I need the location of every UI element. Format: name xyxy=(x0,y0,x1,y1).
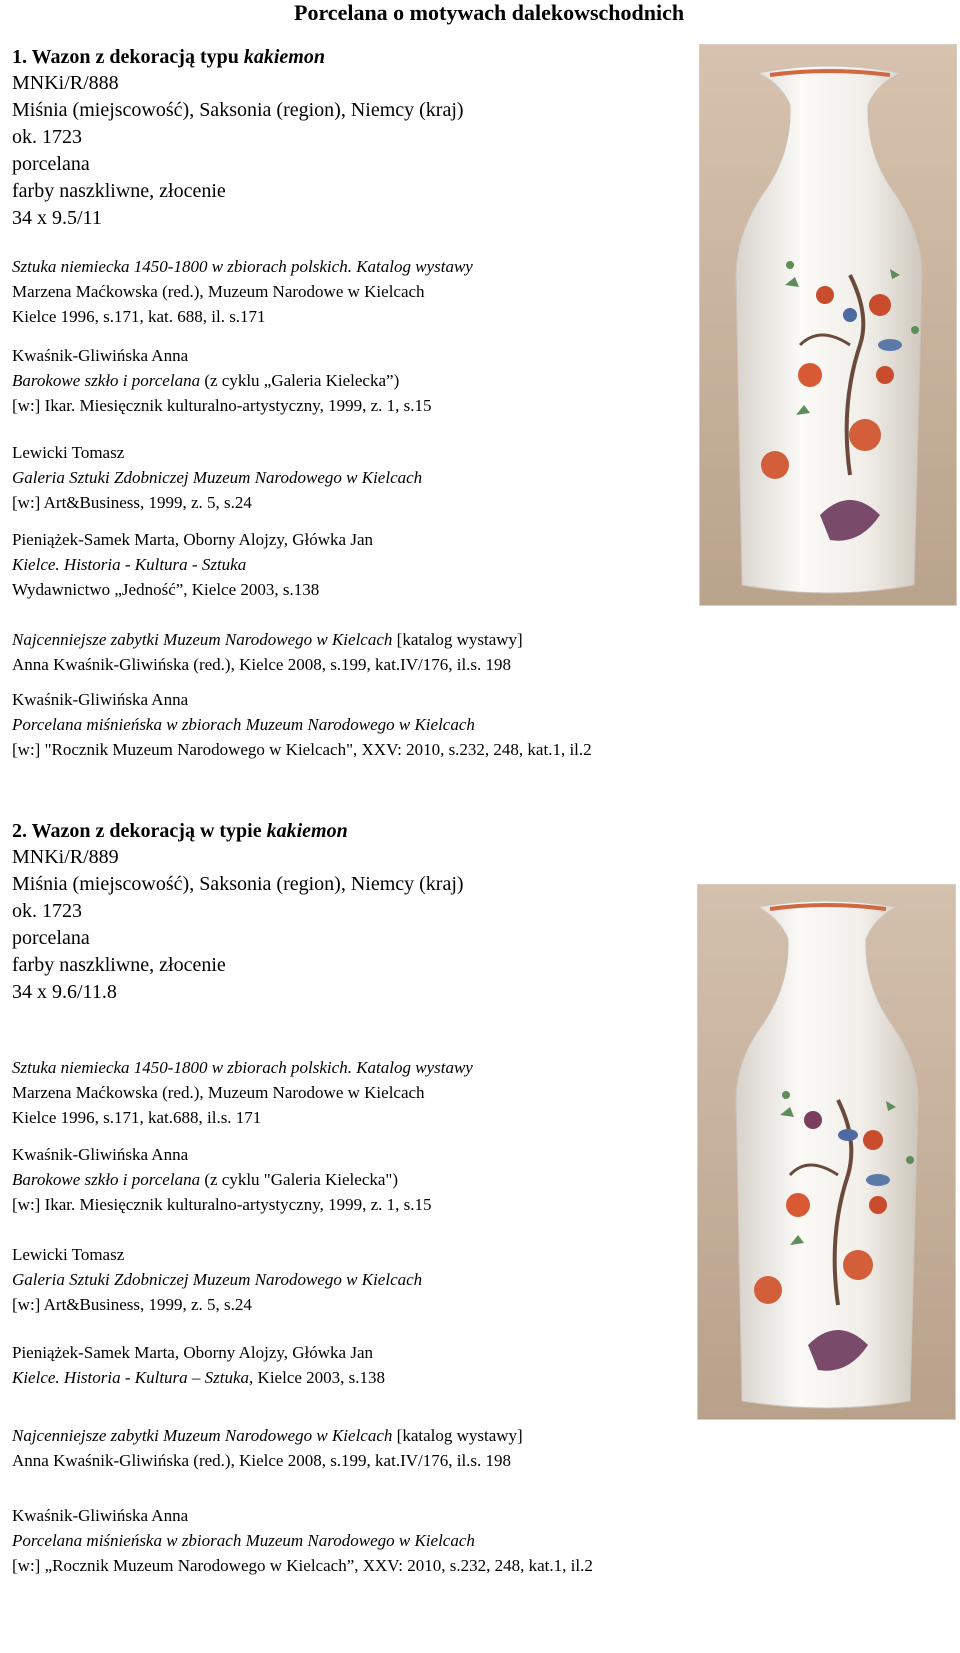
ref-type: [katalog wystawy] xyxy=(392,630,523,649)
entry2-ref-4 xyxy=(12,1340,385,1390)
ref-author: Kwaśnik-Gliwińska Anna xyxy=(12,690,189,709)
entry2-dimensions: 34 x 9.6/11.8 xyxy=(12,981,117,1003)
ref-title: Najcenniejsze zabytki Muzeum Narodowego w Kielcach xyxy=(12,1426,393,1445)
entry2-inventory: MNKi/R/889 xyxy=(12,846,119,868)
ref-title-line xyxy=(12,1365,385,1390)
ref-author: Pieniążek-Samek Marta, Oborny Alojzy, Główka Jan xyxy=(12,530,374,549)
vase-image-1 xyxy=(700,45,956,605)
entry1-ref-5 xyxy=(12,627,523,677)
ref-pages: Kielce 1996, s.171, kat.688, il.s. 171 xyxy=(12,1108,262,1127)
entry2-ref-5 xyxy=(12,1423,523,1473)
ref-title: Najcenniejsze zabytki Muzeum Narodowego w Kielcach xyxy=(12,630,393,649)
entry1-ref-3 xyxy=(12,440,422,515)
entry1-inventory: MNKi/R/888 xyxy=(12,72,119,94)
ref-series: (z cyklu „Galeria Kielecka”) xyxy=(200,371,400,390)
entry1-ref-1-bound xyxy=(12,254,473,279)
ref-title-line xyxy=(12,1423,523,1448)
page-title: Porcelana o motywach dalekowschodnich xyxy=(294,0,685,25)
ref-source: Kielce 2003, s.138 xyxy=(253,1368,386,1387)
entry2-technique: farby naszkliwne, złocenie xyxy=(12,954,226,976)
ref-source: [w:] Ikar. Miesięcznik kulturalno-artystyczny, 1999, z. 1, s.15 xyxy=(12,1195,432,1214)
ref-author: Lewicki Tomasz xyxy=(12,443,125,462)
entry2-material: porcelana xyxy=(12,927,90,949)
ref-type: [katalog wystawy] xyxy=(392,1426,523,1445)
vase-photo-2 xyxy=(697,884,956,1420)
ref-title: Barokowe szkło i porcelana xyxy=(12,1170,201,1189)
ref-source: [w:] Art&Business, 1999, z. 5, s.24 xyxy=(12,493,252,512)
ref-title: Sztuka niemiecka 1450-1800 w zbiorach polskich. Katalog wystawy xyxy=(12,1058,473,1077)
ref-title: Galeria Sztuki Zdobniczej Muzeum Narodowego w Kielcach xyxy=(12,1270,423,1289)
entry1-ref-1-rest xyxy=(12,279,425,329)
entry1-ref-4 xyxy=(12,527,373,602)
entry1-material: porcelana xyxy=(12,153,90,175)
ref-source: Anna Kwaśnik-Gliwińska (red.), Kielce 2008, s.199, kat.IV/176, il.s. 198 xyxy=(12,1451,512,1470)
entry2-meta xyxy=(12,844,464,1006)
ref-author: Lewicki Tomasz xyxy=(12,1245,125,1264)
ref-title: Sztuka niemiecka 1450-1800 w zbiorach polskich. Katalog wystawy xyxy=(12,257,473,276)
ref-source: Anna Kwaśnik-Gliwińska (red.), Kielce 2008, s.199, kat.IV/176, il.s. 198 xyxy=(12,655,512,674)
entry1-ref-6 xyxy=(12,687,592,762)
entry2-ref-1 xyxy=(12,1055,473,1130)
entry2-place: Miśnia (miejscowość), Saksonia (region), Niemcy (kraj) xyxy=(12,873,464,895)
entry2-heading-text: 2. Wazon z dekoracją w typie xyxy=(12,820,267,842)
ref-author: Kwaśnik-Gliwińska Anna xyxy=(12,1506,189,1525)
entry2-heading xyxy=(12,818,348,845)
ref-source: [w:] „Rocznik Muzeum Narodowego w Kielcach”, XXV: 2010, s.232, 248, kat.1, il.2 xyxy=(12,1556,593,1575)
ref-title-line xyxy=(12,368,432,393)
ref-source: [w:] "Rocznik Muzeum Narodowego w Kielcach", XXV: 2010, s.232, 248, kat.1, il.2 xyxy=(12,740,592,759)
entry1-ref-2 xyxy=(12,343,432,418)
ref-source: [w:] Art&Business, 1999, z. 5, s.24 xyxy=(12,1295,252,1314)
entry1-heading xyxy=(12,44,325,71)
ref-editor: Marzena Maćkowska (red.), Muzeum Narodowe w Kielcach xyxy=(12,282,425,301)
ref-title: Barokowe szkło i porcelana xyxy=(12,371,201,390)
ref-title: Kielce. Historia - Kultura - Sztuka xyxy=(12,555,247,574)
vase-photo-1 xyxy=(699,44,957,606)
entry2-heading-italic: kakiemon xyxy=(266,820,348,842)
ref-author: Kwaśnik-Gliwińska Anna xyxy=(12,346,189,365)
entry2-ref-2 xyxy=(12,1142,432,1217)
ref-series: (z cyklu "Galeria Kielecka") xyxy=(200,1170,399,1189)
ref-author: Kwaśnik-Gliwińska Anna xyxy=(12,1145,189,1164)
ref-title-line xyxy=(12,627,523,652)
entry2-ref-3 xyxy=(12,1242,422,1317)
vase-image-2 xyxy=(698,885,955,1419)
entry1-dimensions: 34 x 9.5/11 xyxy=(12,207,102,229)
entry1-date: ok. 1723 xyxy=(12,126,82,148)
ref-title: Porcelana miśnieńska w zbiorach Muzeum Narodowego w Kielcach xyxy=(12,715,475,734)
ref-editor: Marzena Maćkowska (red.), Muzeum Narodowe w Kielcach xyxy=(12,1083,425,1102)
ref-source: Wydawnictwo „Jedność”, Kielce 2003, s.138 xyxy=(12,580,320,599)
entry2-date: ok. 1723 xyxy=(12,900,82,922)
entry1-heading-italic: kakiemon xyxy=(243,46,325,68)
entry1-technique: farby naszkliwne, złocenie xyxy=(12,180,226,202)
ref-title: Galeria Sztuki Zdobniczej Muzeum Narodowego w Kielcach xyxy=(12,468,423,487)
ref-author: Pieniążek-Samek Marta, Oborny Alojzy, Główka Jan xyxy=(12,1343,374,1362)
ref-title: Porcelana miśnieńska w zbiorach Muzeum Narodowego w Kielcach xyxy=(12,1531,475,1550)
ref-title-line xyxy=(12,1167,432,1192)
entry1-place: Miśnia (miejscowość), Saksonia (region), Niemcy (kraj) xyxy=(12,99,464,121)
ref-source: [w:] Ikar. Miesięcznik kulturalno-artystyczny, 1999, z. 1, s.15 xyxy=(12,396,432,415)
entry2-ref-6 xyxy=(12,1503,593,1578)
entry1-heading-text: 1. Wazon z dekoracją typu xyxy=(12,46,244,68)
ref-pages: Kielce 1996, s.171, kat. 688, il. s.171 xyxy=(12,307,266,326)
entry1-meta xyxy=(12,70,464,232)
ref-title: Kielce. Historia - Kultura – Sztuka, xyxy=(12,1368,254,1387)
